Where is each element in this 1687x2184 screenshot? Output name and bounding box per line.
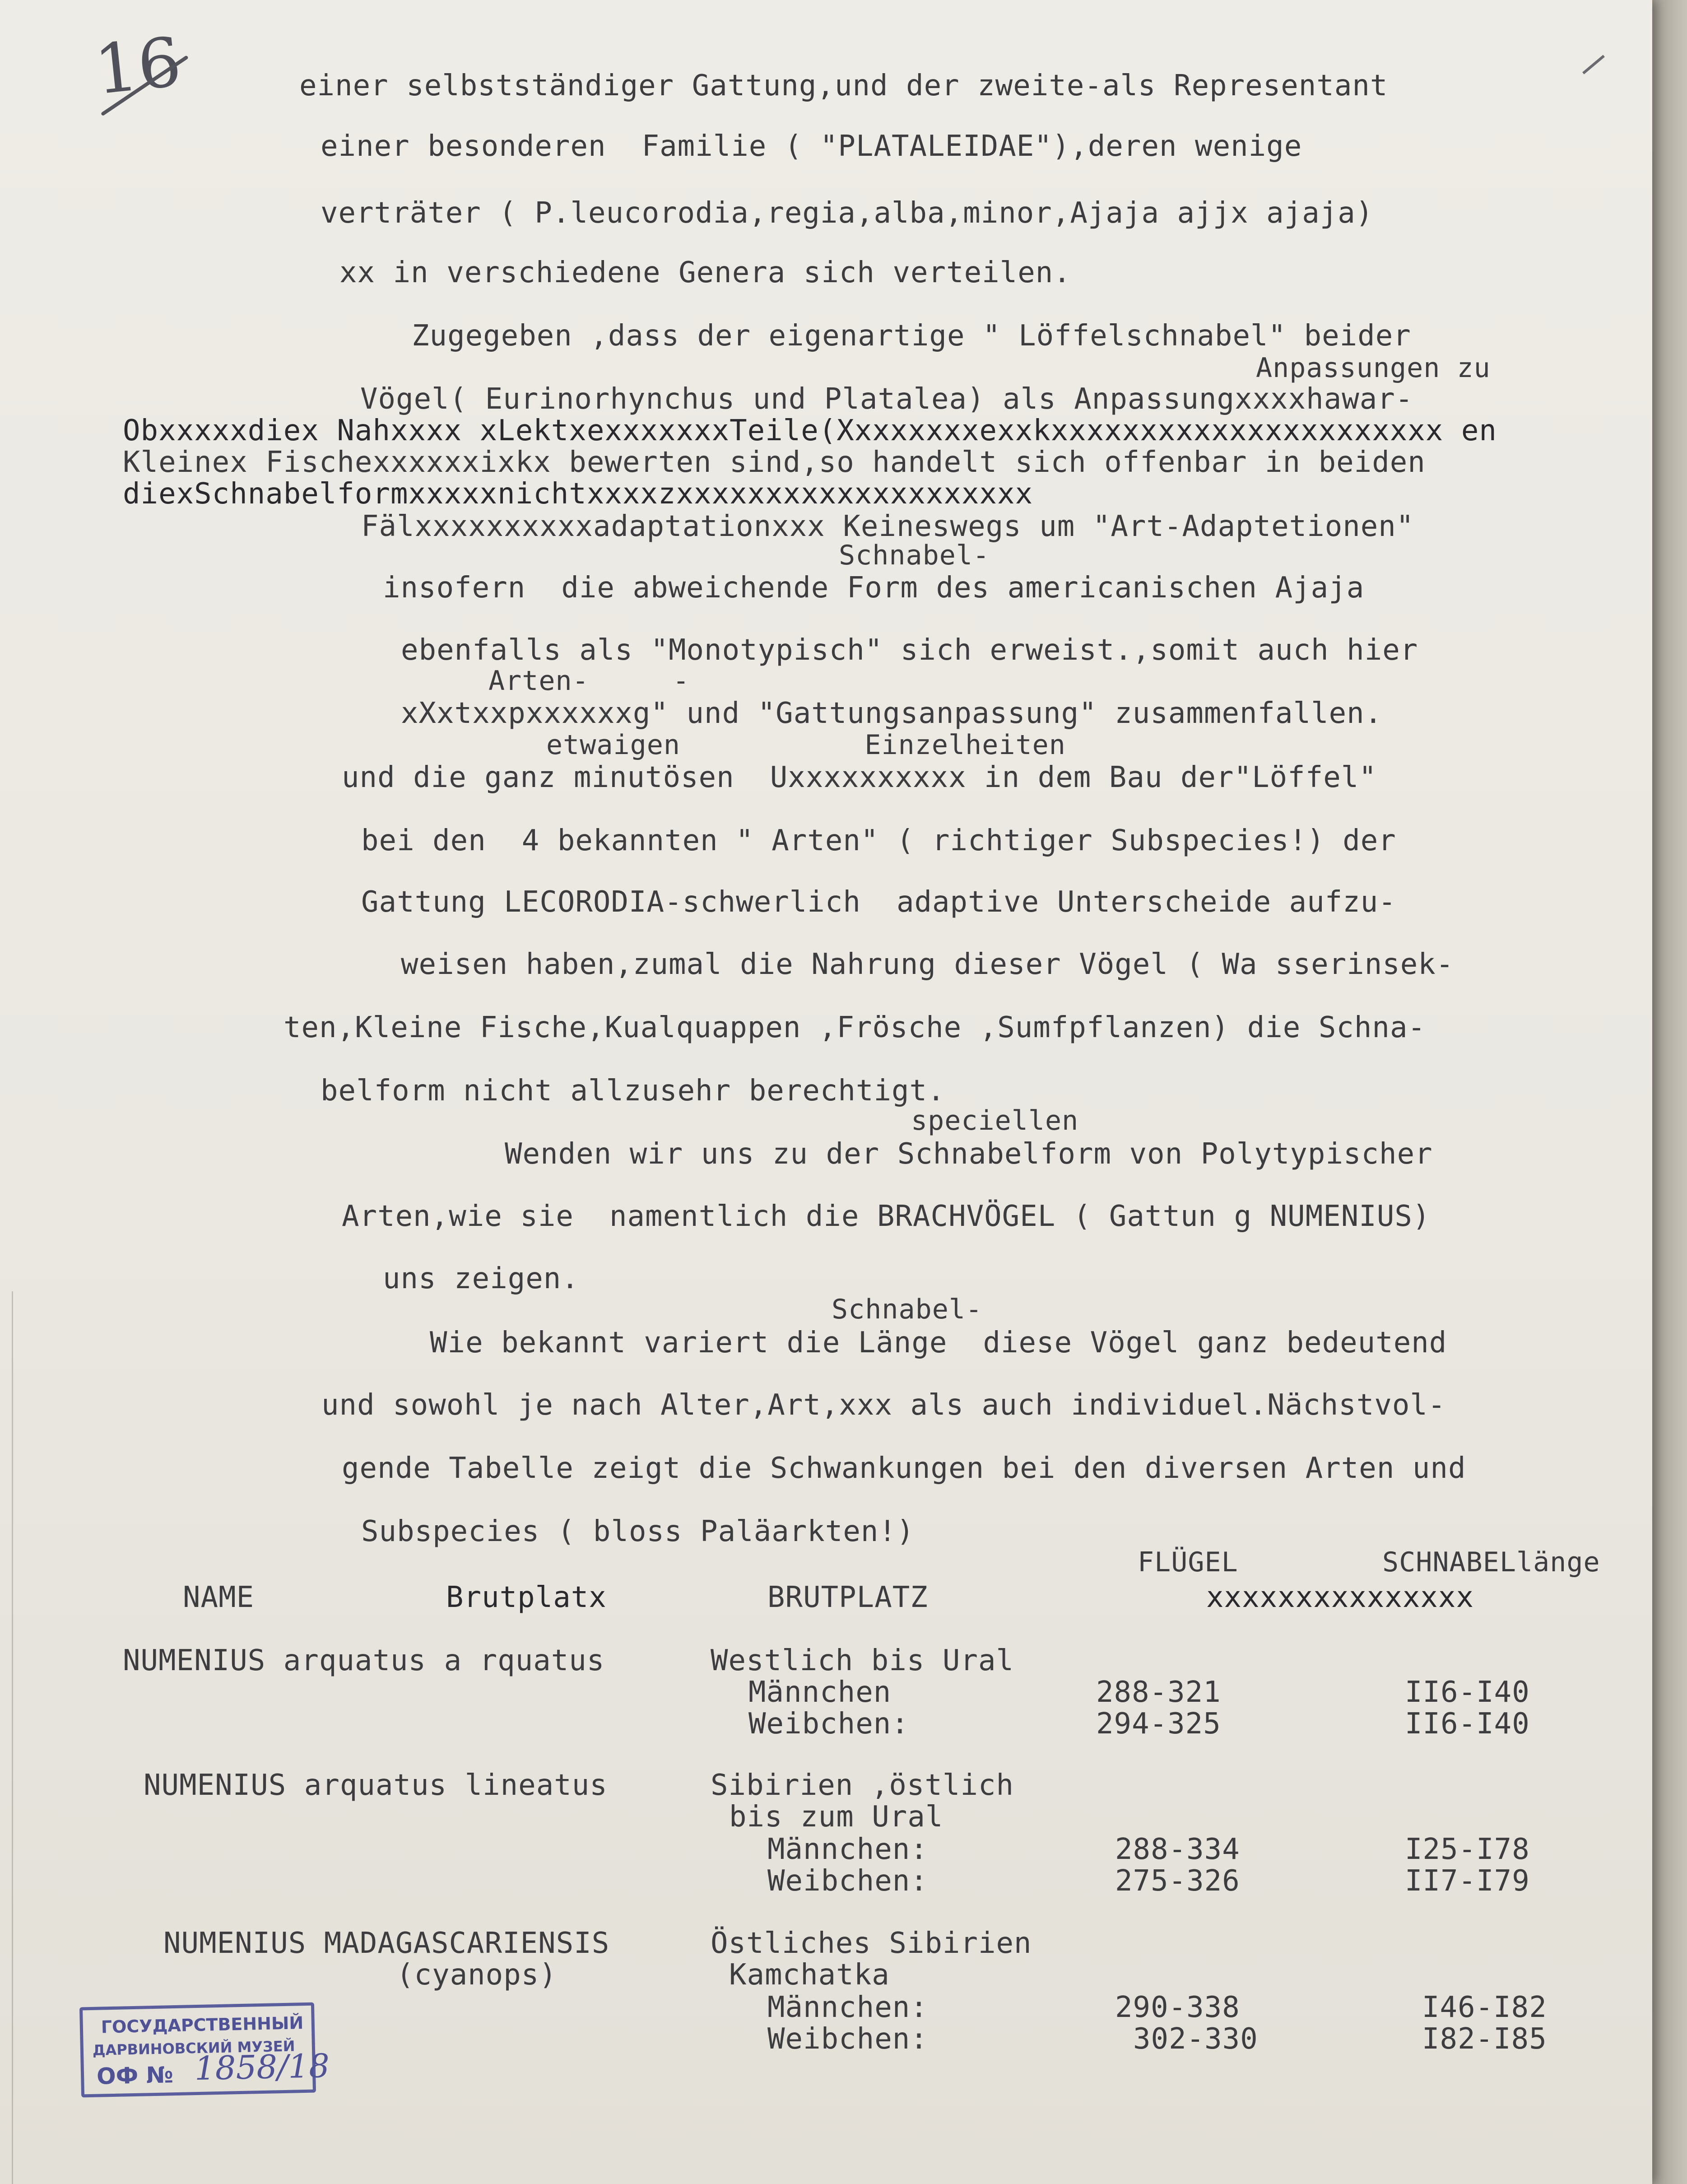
text-line-insert: Schnabel- — [839, 540, 990, 571]
text-line-insert: Schnabel- — [832, 1294, 983, 1325]
page-fold-line — [12, 1291, 13, 2184]
table-row-female-bill: I82-I85 — [1422, 2022, 1547, 2056]
table-row-place: Sibirien ,östlich — [711, 1769, 1014, 1802]
table-header-name: NAME — [183, 1581, 255, 1614]
table-row-female-wing: 302-330 — [1133, 2022, 1258, 2056]
table-row-female-label: Weibchen: — [767, 1864, 928, 1898]
table-row-male-label: Männchen: — [767, 1991, 928, 2024]
table-header-flugel: FLÜGEL — [1138, 1546, 1238, 1578]
text-line: xXxtxxpxxxxxxg" und "Gattungsanpassung" zusammenfallen. — [401, 697, 1383, 730]
table-row-place2: bis zum Ural — [729, 1800, 943, 1834]
table-row-female-bill: II6-I40 — [1405, 1707, 1530, 1741]
table-header-struck-line: xxxxxxxxxxxxxxx — [1206, 1581, 1474, 1614]
text-line: uns zeigen. — [383, 1262, 579, 1295]
text-line: Kleinex Fischexxxxxxixkx bewerten sind,so handelt sich offenbar in beiden — [123, 446, 1426, 479]
struck-text-line: Obxxxxxdiex Nahxxxx xLektxexxxxxxxTeile(Xxxxxxxxexxkxxxxxxxxxxxxxxxxxxxxxx en — [123, 414, 1497, 447]
table-row-name2: (cyanops) — [396, 1958, 557, 1992]
table-row-female-label: Weibchen: — [748, 1707, 909, 1741]
pencil-mark — [1582, 55, 1605, 74]
struck-text-line: diexSchnabelformxxxxxnichtxxxxzxxxxxxxxxxxxxxxxxxxx — [123, 477, 1033, 511]
text-line: Wie bekannt variert die Länge diese Vögel ganz bedeutend — [430, 1326, 1447, 1360]
table-row-male-wing: 288-334 — [1115, 1833, 1240, 1866]
table-row-female-wing: 294-325 — [1096, 1707, 1221, 1741]
table-row-female-bill: II7-I79 — [1405, 1864, 1530, 1898]
text-line: gende Tabelle zeigt die Schwankungen bei den diversen Arten und — [342, 1452, 1466, 1485]
table-row-male-label: Männchen — [748, 1676, 892, 1709]
text-line: Arten,wie sie namentlich die BRACHVÖGEL ( Gattun g NUMENIUS) — [342, 1200, 1431, 1233]
text-line: Wenden wir uns zu der Schnabelform von Polytypischer — [505, 1137, 1433, 1171]
text-line: und sowohl je nach Alter,Art,xxx als auch individuel.Nächstvol- — [321, 1388, 1446, 1422]
text-line: ebenfalls als "Monotypisch" sich erweist.,somit auch hier — [401, 633, 1418, 667]
text-line: bei den 4 bekannten " Arten" ( richtiger Subspecies!) der — [361, 824, 1396, 857]
table-row-female-label: Weibchen: — [767, 2022, 928, 2056]
text-line: Gattung LECORODIA-schwerlich adaptive Unterscheide aufzu- — [361, 885, 1396, 919]
text-line: insofern die abweichende Form des americanischen Ajaja — [383, 571, 1365, 605]
table-header-brutplatz: BRUTPLATZ — [767, 1581, 928, 1614]
text-line: Zugegeben ,dass der eigenartige " Löffelschnabel" beider — [412, 319, 1411, 353]
stamp-line-3: ОФ № — [96, 2062, 174, 2090]
museum-stamp — [79, 2002, 330, 2098]
text-line: und die ganz minutösen Uxxxxxxxxxx in dem Bau der"Löffel" — [342, 761, 1377, 794]
table-row-male-bill: II6-I40 — [1405, 1676, 1530, 1709]
text-line: xx in verschiedene Genera sich verteilen. — [339, 256, 1071, 289]
text-line-insert: speciellen — [911, 1105, 1079, 1136]
table-header-struck: Brutplatx — [446, 1581, 607, 1614]
handwritten-page-number: 16 — [91, 23, 185, 110]
text-line: einer selbstständiger Gattung,und der zweite-als Representant — [299, 69, 1388, 102]
table-row-male-wing: 288-321 — [1096, 1676, 1221, 1709]
table-row-female-wing: 275-326 — [1115, 1864, 1240, 1898]
stamp-handwritten-number: 1858/18 — [194, 2046, 330, 2088]
text-line-insert: Anpassungen zu — [1256, 352, 1491, 384]
text-line: weisen haben,zumal die Nahrung dieser Vögel ( Wa sserinsek- — [401, 948, 1454, 981]
text-line: ten,Kleine Fische,Kualquappen ,Frösche ,Sumfpflanzen) die Schna- — [283, 1011, 1426, 1044]
text-line: belform nicht allzusehr berechtigt. — [321, 1074, 945, 1108]
table-row-place: Westlich bis Ural — [711, 1644, 1014, 1677]
table-row-name: NUMENIUS MADAGASCARIENSIS — [163, 1927, 610, 1960]
text-line-insert: Arten- - — [488, 665, 690, 697]
table-header-schnabel: SCHNABELlänge — [1382, 1546, 1600, 1578]
table-row-male-bill: I25-I78 — [1405, 1833, 1530, 1866]
text-line: Fälxxxxxxxxxxadaptationxxx Keineswegs um "Art-Adaptetionen" — [361, 510, 1414, 543]
text-line: verträter ( P.leucorodia,regia,alba,minor,Ajaja ajjx ajaja) — [321, 196, 1374, 230]
table-row-male-wing: 290-338 — [1115, 1991, 1240, 2024]
table-row-name: NUMENIUS arquatus a rquatus — [123, 1644, 605, 1677]
table-row-place2: Kamchatka — [729, 1958, 890, 1992]
table-row-male-label: Männchen: — [767, 1833, 928, 1866]
stamp-line-2: ДАРВИНОВСКИЙ МУЗЕЙ — [92, 2037, 295, 2059]
table-row-male-bill: I46-I82 — [1422, 1991, 1547, 2024]
stamp-line-1: ГОСУДАРСТВЕННЫЙ — [101, 2013, 304, 2037]
table-row-place: Östliches Sibirien — [711, 1927, 1032, 1960]
table-row-name: NUMENIUS arquatus lineatus — [144, 1769, 608, 1802]
text-line-insert: etwaigen Einzelheiten — [546, 729, 1066, 761]
text-line: Vögel( Eurinorhynchus und Platalea) als Anpassungxxxxhawar- — [360, 382, 1413, 416]
text-line: einer besonderen Familie ( "PLATALEIDAE"),deren wenige — [321, 130, 1302, 163]
text-line: Subspecies ( bloss Paläarkten!) — [361, 1515, 915, 1548]
